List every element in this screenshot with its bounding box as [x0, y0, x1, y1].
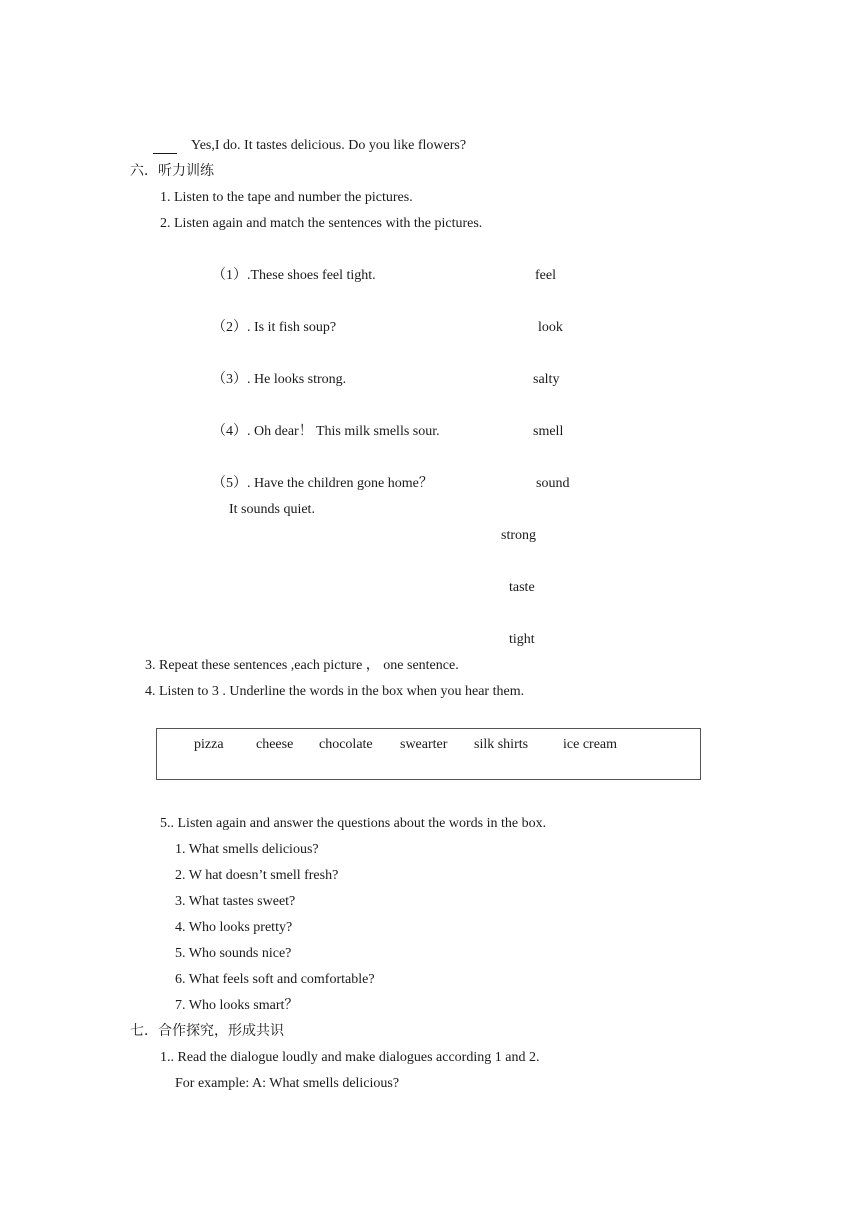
question-4: 4. Who looks pretty?	[175, 920, 293, 935]
sentence-1: （1）.These shoes feel tight.	[212, 268, 376, 283]
section6-heading: 六．听力训练	[130, 164, 214, 179]
section6-step1: 1. Listen to the tape and number the pictures.	[160, 190, 413, 205]
match-word-feel: feel	[535, 268, 556, 283]
match-word-salty: salty	[533, 372, 560, 387]
sentence-2: （2）. Is it fish soup?	[212, 320, 337, 335]
section7-heading: 七．合作探究，形成共识	[130, 1024, 284, 1039]
answer-blank[interactable]	[153, 152, 177, 154]
box-word-silk-shirts: silk shirts	[474, 737, 529, 752]
section6-step2: 2. Listen again and match the sentences with the pictures.	[160, 216, 483, 231]
box-word-cheese: cheese	[256, 737, 294, 752]
sentence-3: （3）. He looks strong.	[212, 372, 347, 387]
section6-step5: 5.. Listen again and answer the questions about the words in the box.	[160, 816, 547, 831]
question-5: 5. Who sounds nice?	[175, 946, 292, 961]
sentence-4: （4）. Oh dear！ This milk smells sour.	[212, 424, 440, 439]
match-word-look: look	[538, 320, 563, 335]
match-word-sound: sound	[536, 476, 570, 491]
question-7: 7. Who looks smart？	[175, 998, 299, 1013]
box-word-ice-cream: ice cream	[563, 737, 618, 752]
question-2: 2. W hat doesn’t smell fresh?	[175, 868, 339, 883]
match-word-strong: strong	[501, 528, 536, 543]
match-word-tight: tight	[509, 632, 535, 647]
section6-step3: 3. Repeat these sentences ,each picture ， one sentence.	[145, 658, 459, 673]
sentence-5-continued: It sounds quiet.	[229, 502, 315, 517]
question-6: 6. What feels soft and comfortable?	[175, 972, 375, 987]
section6-step4: 4. Listen to 3 . Underline the words in the box when you hear them.	[145, 684, 525, 699]
match-word-smell: smell	[533, 424, 564, 439]
question-1: 1. What smells delicious?	[175, 842, 319, 857]
match-word-taste: taste	[509, 580, 535, 595]
intro-line: Yes,I do. It tastes delicious. Do you like flowers?	[191, 138, 467, 153]
sentence-5: （5）. Have the children gone home？	[212, 476, 433, 491]
box-word-chocolate: chocolate	[319, 737, 373, 752]
box-word-swearter: swearter	[400, 737, 448, 752]
question-3: 3. What tastes sweet?	[175, 894, 296, 909]
section7-example: For example: A: What smells delicious?	[175, 1076, 400, 1091]
box-word-pizza: pizza	[194, 737, 224, 752]
section7-step1: 1.. Read the dialogue loudly and make dialogues according 1 and 2.	[160, 1050, 540, 1065]
